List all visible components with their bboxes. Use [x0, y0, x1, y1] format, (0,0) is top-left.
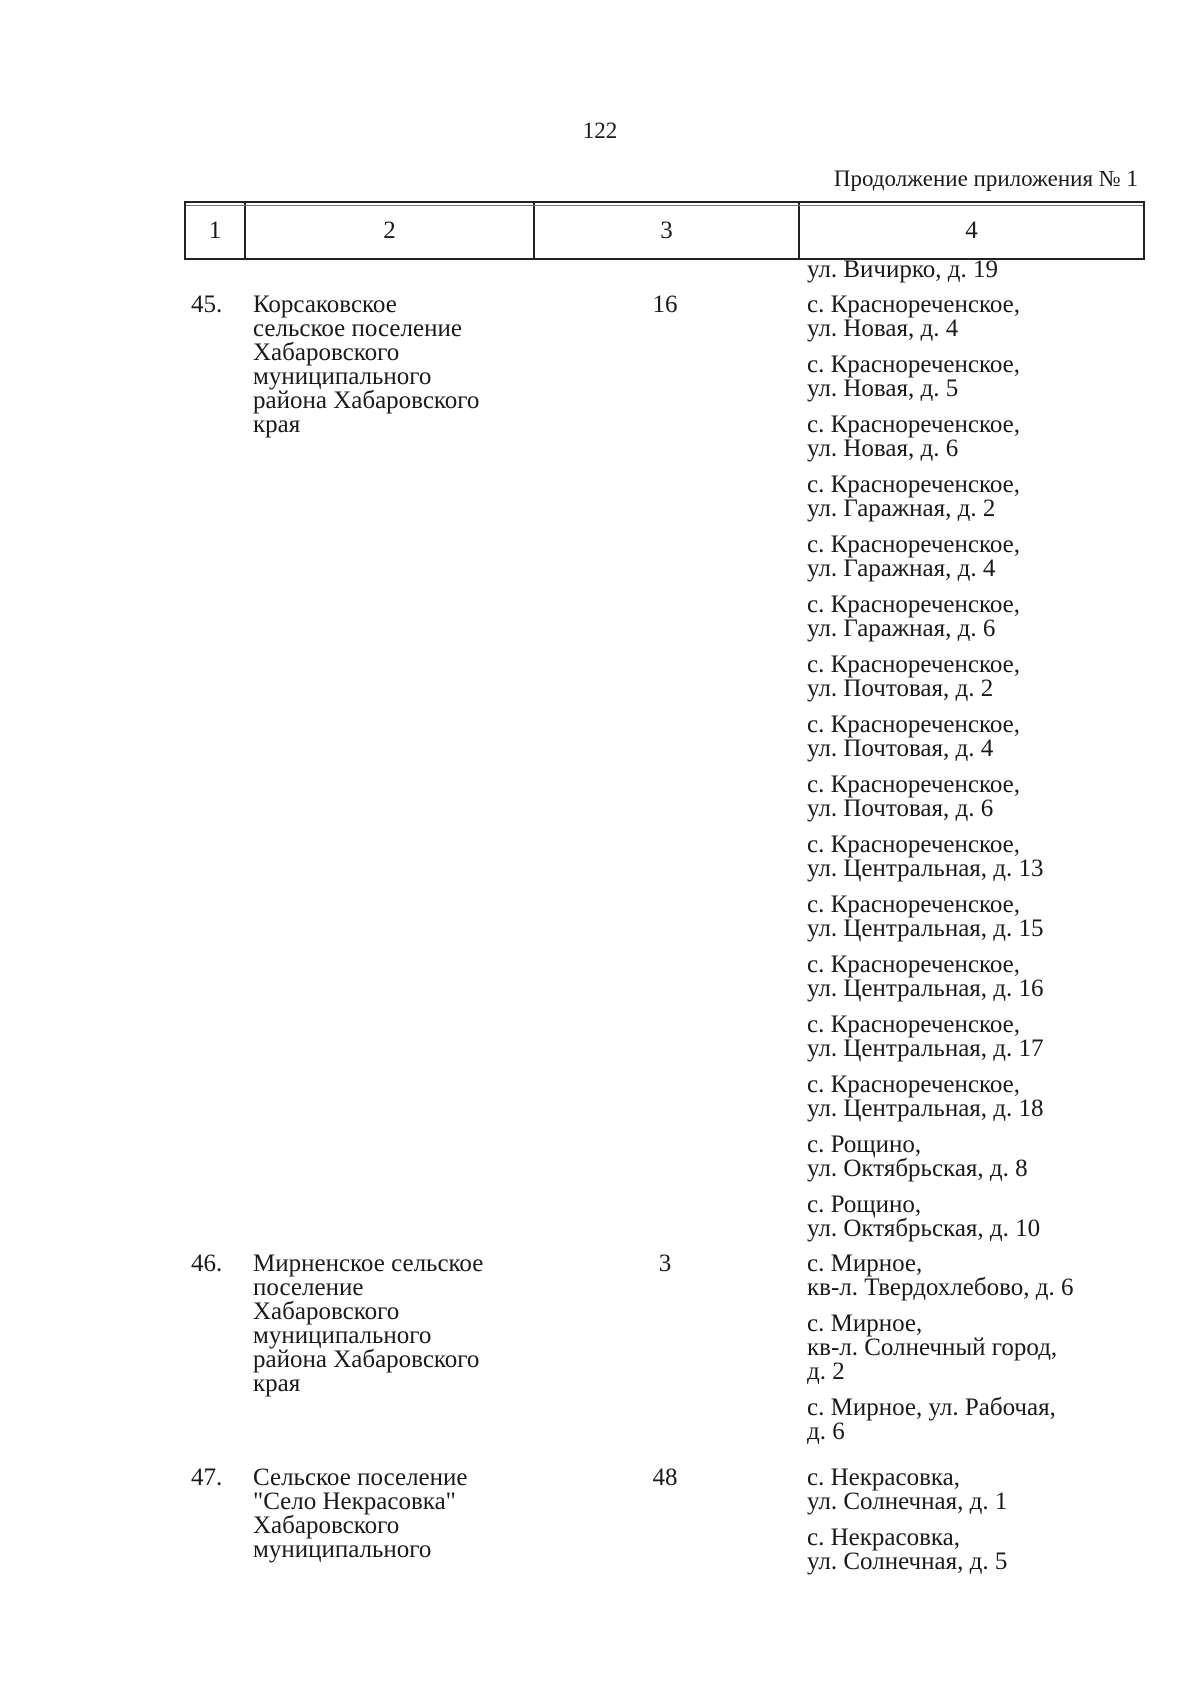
settlement-name-line: Хабаровского	[253, 1298, 400, 1325]
address-count: 48	[652, 1464, 678, 1491]
address-line: д. 2	[807, 1358, 845, 1385]
settlement-name-line: муниципального	[253, 1536, 432, 1563]
address-line: с. Краснореченское,	[807, 291, 1020, 318]
column-header-2: 2	[246, 203, 535, 258]
address-line: ул. Почтовая, д. 2	[807, 675, 994, 702]
address-item	[807, 1526, 1137, 1574]
address-item	[807, 953, 1137, 1001]
address-list	[807, 1252, 1137, 1456]
address-line: ул. Гаражная, д. 4	[807, 555, 996, 582]
settlement-name-line: муниципального	[253, 363, 432, 390]
address-item	[807, 293, 1137, 341]
address-line: с. Мирное,	[807, 1310, 923, 1337]
address-line: с. Краснореченское,	[807, 411, 1020, 438]
carried-over-address: ул. Вичирко, д. 19	[807, 256, 998, 283]
address-line: с. Рощино,	[807, 1131, 922, 1158]
address-line: ул. Октябрьская, д. 10	[807, 1215, 1041, 1242]
address-line: ул. Новая, д. 4	[807, 315, 959, 342]
address-item	[807, 1396, 1137, 1444]
address-line: с. Некрасовка,	[807, 1524, 961, 1551]
address-line: с. Краснореченское,	[807, 1071, 1020, 1098]
settlement-name-line: Корсаковское	[253, 291, 397, 318]
address-count: 16	[652, 291, 678, 318]
settlement-name-line: Сельское поселение	[253, 1464, 468, 1491]
address-item	[807, 1312, 1137, 1384]
address-item	[807, 713, 1137, 761]
settlement-name-line: района Хабаровского	[253, 387, 480, 414]
address-line: с. Краснореченское,	[807, 891, 1020, 918]
address-item	[807, 773, 1137, 821]
address-line: ул. Новая, д. 5	[807, 375, 959, 402]
address-line: ул. Новая, д. 6	[807, 435, 959, 462]
settlement-name	[253, 1466, 533, 1562]
address-line: ул. Октябрьская, д. 8	[807, 1155, 1028, 1182]
row-number: 45.	[191, 291, 223, 318]
address-line: с. Краснореченское,	[807, 831, 1020, 858]
address-line: ул. Почтовая, д. 4	[807, 735, 994, 762]
address-item	[807, 1133, 1137, 1181]
address-line: с. Краснореченское,	[807, 1011, 1020, 1038]
page-number: 122	[582, 118, 618, 143]
address-item	[807, 353, 1137, 401]
address-item	[807, 893, 1137, 941]
address-line: с. Мирное,	[807, 1250, 923, 1277]
address-item	[807, 1252, 1137, 1300]
settlement-name-line: "Село Некрасовка"	[253, 1488, 456, 1515]
address-line: ул. Центральная, д. 16	[807, 975, 1044, 1002]
address-line: кв-л. Твердохлебово, д. 6	[807, 1274, 1074, 1301]
address-line: ул. Центральная, д. 17	[807, 1035, 1044, 1062]
address-item	[807, 1073, 1137, 1121]
row-number: 46.	[191, 1250, 223, 1277]
address-line: ул. Солнечная, д. 5	[807, 1548, 1008, 1575]
address-line: ул. Солнечная, д. 1	[807, 1488, 1008, 1515]
address-line: с. Краснореченское,	[807, 351, 1020, 378]
address-line: с. Краснореченское,	[807, 951, 1020, 978]
address-item	[807, 413, 1137, 461]
settlement-name-line: края	[253, 411, 301, 438]
column-header-1: 1	[186, 203, 246, 258]
address-line: с. Краснореченское,	[807, 471, 1020, 498]
address-item	[807, 1013, 1137, 1061]
continuation-note: Продолжение приложения № 1	[833, 166, 1138, 191]
settlement-name-line: края	[253, 1370, 301, 1397]
address-item	[807, 593, 1137, 641]
settlement-name-line: сельское поселение	[253, 315, 462, 342]
address-line: ул. Центральная, д. 13	[807, 855, 1044, 882]
settlement-name-line: Мирненское сельское	[253, 1250, 484, 1277]
address-item	[807, 653, 1137, 701]
row-number: 47.	[191, 1464, 223, 1491]
address-line: д. 6	[807, 1418, 845, 1445]
address-line: с. Краснореченское,	[807, 591, 1020, 618]
address-item	[807, 473, 1137, 521]
address-list	[807, 293, 1137, 1253]
settlement-name	[253, 293, 533, 437]
address-line: с. Некрасовка,	[807, 1464, 961, 1491]
settlement-name-line: района Хабаровского	[253, 1346, 480, 1373]
address-line: с. Краснореченское,	[807, 711, 1020, 738]
address-line: с. Рощино,	[807, 1191, 922, 1218]
address-line: с. Краснореченское,	[807, 771, 1020, 798]
settlement-name-line: поселение	[253, 1274, 364, 1301]
settlement-name	[253, 1252, 533, 1396]
address-item	[807, 1466, 1137, 1514]
column-header-4: 4	[965, 216, 978, 244]
settlement-name-line: Хабаровского	[253, 1512, 400, 1539]
address-line: с. Краснореченское,	[807, 651, 1020, 678]
address-line: ул. Почтовая, д. 6	[807, 795, 994, 822]
address-item	[807, 833, 1137, 881]
address-item	[807, 533, 1137, 581]
address-line: кв-л. Солнечный город,	[807, 1334, 1058, 1361]
address-item	[807, 1193, 1137, 1241]
settlement-name-line: Хабаровского	[253, 339, 400, 366]
address-line: с. Краснореченское,	[807, 531, 1020, 558]
address-line: ул. Центральная, д. 15	[807, 915, 1044, 942]
address-count: 3	[658, 1250, 672, 1277]
column-header-3: 3	[535, 203, 800, 258]
address-list	[807, 1466, 1137, 1586]
address-line: ул. Центральная, д. 18	[807, 1095, 1044, 1122]
address-line: с. Мирное, ул. Рабочая,	[807, 1394, 1056, 1421]
address-line: ул. Гаражная, д. 6	[807, 615, 996, 642]
address-line: ул. Гаражная, д. 2	[807, 495, 996, 522]
settlement-name-line: муниципального	[253, 1322, 432, 1349]
